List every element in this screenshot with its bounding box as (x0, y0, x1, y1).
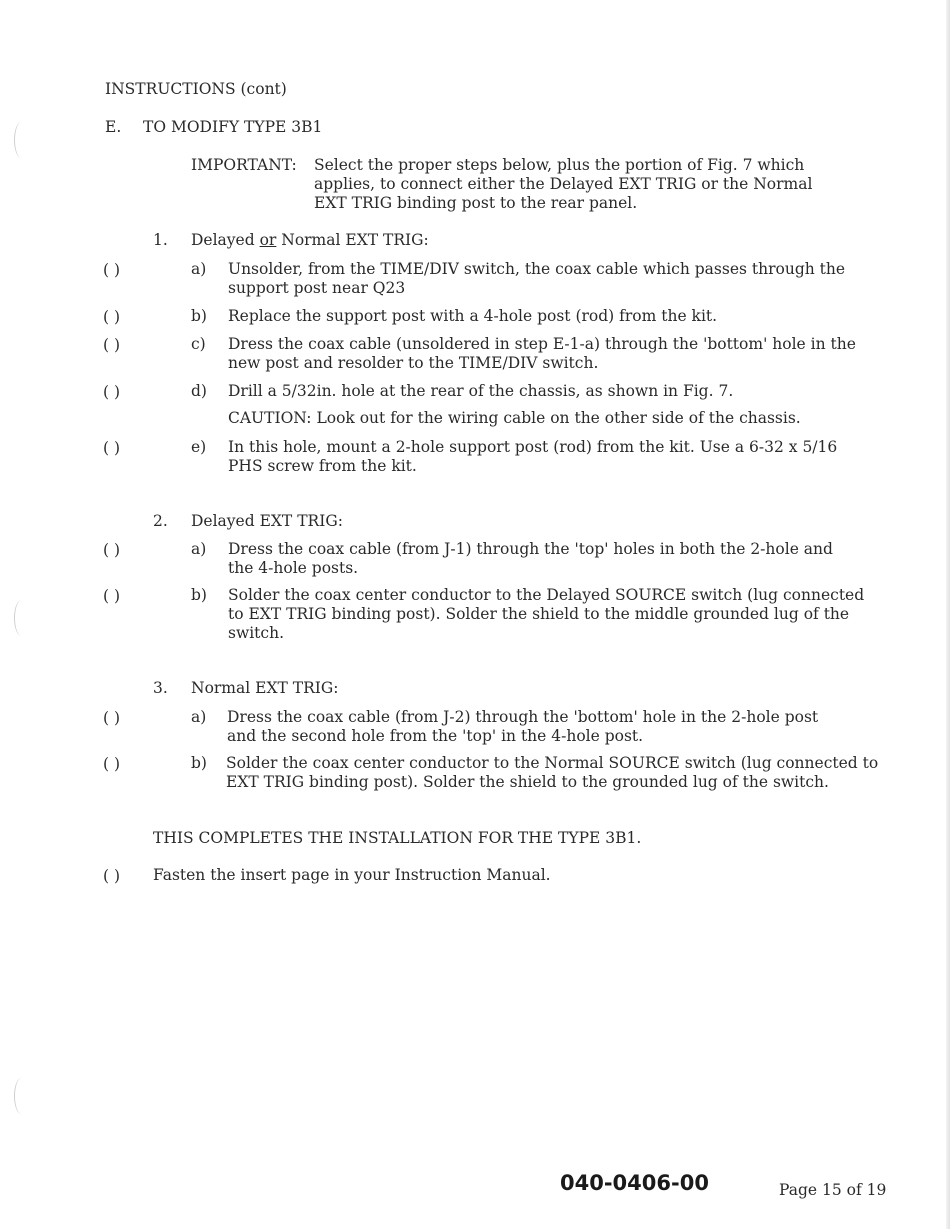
section-title: TO MODIFY TYPE 3B1 (143, 118, 323, 136)
substep-text: switch. (228, 624, 284, 642)
substep-text: PHS screw from the kit. (228, 457, 417, 475)
substep-text: new post and resolder to the TIME/DIV switch. (228, 354, 599, 372)
step-title: Normal EXT TRIG: (191, 679, 339, 697)
substep-letter: a) (191, 260, 207, 278)
step-title-text: Delayed (191, 231, 260, 249)
substep-text: Dress the coax cable (unsoldered in step E-1-a) through the 'bottom' hole in the (228, 335, 856, 353)
substep-letter: b) (191, 307, 207, 325)
substep-letter: b) (191, 754, 207, 772)
checkbox[interactable]: ( ) (103, 587, 121, 605)
substep-text: Drill a 5/32in. hole at the rear of the chassis, as shown in Fig. 7. (228, 382, 734, 400)
substep-letter: a) (191, 708, 207, 726)
caution-note: CAUTION: Look out for the wiring cable on the other side of the chassis. (228, 409, 801, 427)
important-line: EXT TRIG binding post to the rear panel. (314, 194, 638, 212)
step-number: 3. (153, 679, 168, 697)
completion-note: THIS COMPLETES THE INSTALLATION FOR THE TYPE 3B1. (153, 829, 642, 847)
substep-letter: c) (191, 335, 206, 353)
important-line: applies, to connect either the Delayed EXT TRIG or the Normal (314, 175, 813, 193)
substep-text: Unsolder, from the TIME/DIV switch, the coax cable which passes through the (228, 260, 846, 278)
step-title (191, 231, 429, 250)
section-letter: E. (105, 118, 122, 136)
checkbox[interactable]: ( ) (103, 308, 121, 326)
checkbox[interactable]: ( ) (103, 709, 121, 727)
substep-text: support post near Q23 (228, 279, 406, 297)
step-title: Delayed EXT TRIG: (191, 512, 343, 530)
checkbox[interactable]: ( ) (103, 383, 121, 401)
scan-edge (946, 0, 950, 1229)
step-title-or: or (259, 231, 277, 249)
important-label: IMPORTANT: (191, 156, 297, 174)
substep-text: Dress the coax cable (from J-1) through the 'top' holes in both the 2-hole and (228, 540, 833, 558)
substep-text: Solder the coax center conductor to the Delayed SOURCE switch (lug connected (228, 586, 865, 604)
checkbox[interactable]: ( ) (103, 541, 121, 559)
scan-mark (14, 1078, 29, 1114)
substep-text: Replace the support post with a 4-hole post (rod) from the kit. (228, 307, 718, 325)
scan-mark (14, 122, 29, 158)
page-number: Page 15 of 19 (779, 1181, 887, 1199)
step-title-text: Normal EXT TRIG: (276, 231, 429, 249)
substep-text: Solder the coax center conductor to the Normal SOURCE switch (lug connected to (226, 754, 879, 772)
substep-text: Dress the coax cable (from J-2) through the 'bottom' hole in the 2-hole post (227, 708, 819, 726)
checkbox[interactable]: ( ) (103, 755, 121, 773)
substep-text: In this hole, mount a 2-hole support post (rod) from the kit. Use a 6-32 x 5/16 (228, 438, 838, 456)
part-number: 040-0406-00 (560, 1171, 709, 1195)
section-header: INSTRUCTIONS (cont) (105, 80, 287, 98)
important-line: Select the proper steps below, plus the portion of Fig. 7 which (314, 156, 805, 174)
substep-letter: b) (191, 586, 207, 604)
substep-text: to EXT TRIG binding post). Solder the shield to the middle grounded lug of the (228, 605, 850, 623)
substep-text: the 4-hole posts. (228, 559, 359, 577)
substep-letter: a) (191, 540, 207, 558)
substep-letter: e) (191, 438, 207, 456)
final-step-text: Fasten the insert page in your Instruction Manual. (153, 866, 551, 884)
checkbox[interactable]: ( ) (103, 439, 121, 457)
checkbox[interactable]: ( ) (103, 336, 121, 354)
substep-letter: d) (191, 382, 207, 400)
substep-text: and the second hole from the 'top' in the 4-hole post. (227, 727, 644, 745)
checkbox[interactable]: ( ) (103, 261, 121, 279)
step-number: 1. (153, 231, 168, 249)
step-number: 2. (153, 512, 168, 530)
checkbox[interactable]: ( ) (103, 867, 121, 885)
scan-mark (14, 600, 29, 636)
substep-text: EXT TRIG binding post). Solder the shield to the grounded lug of the switch. (226, 773, 829, 791)
